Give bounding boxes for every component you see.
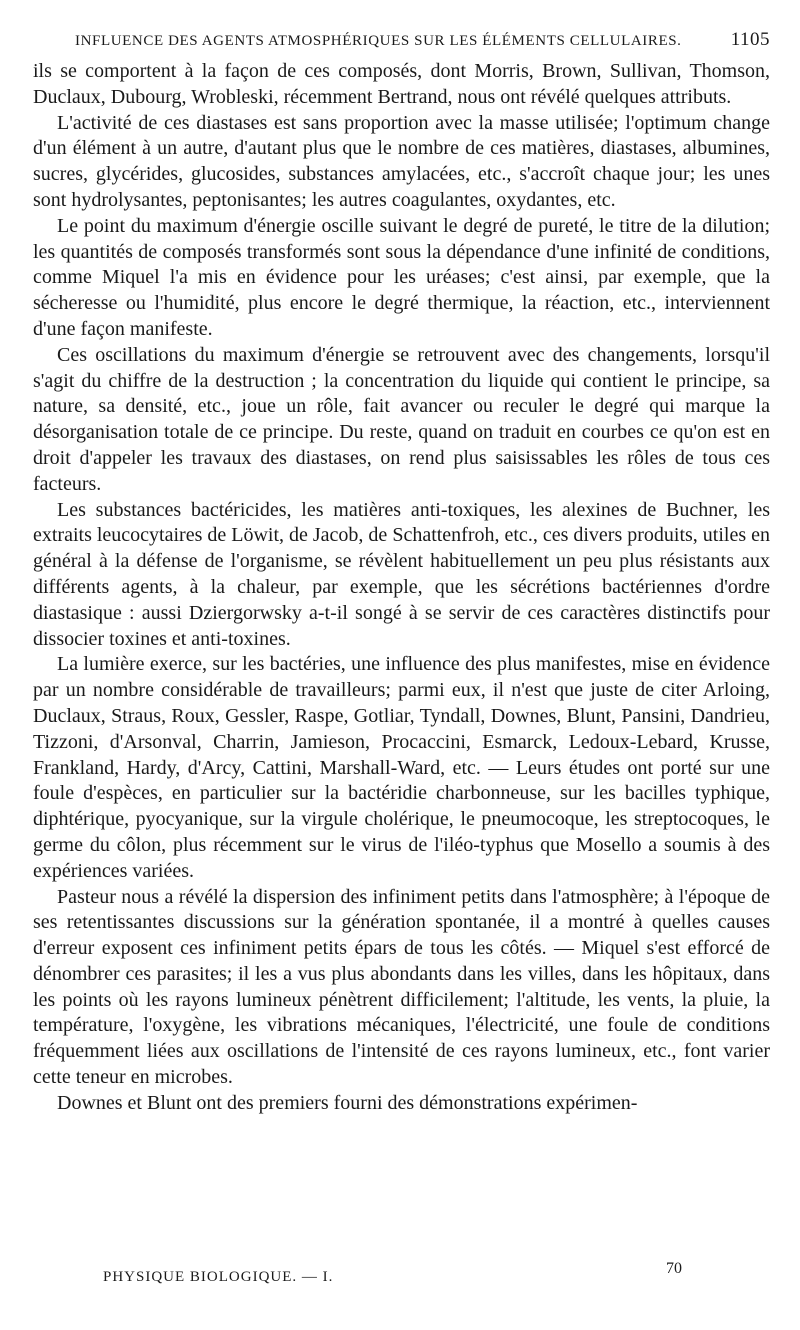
page-number: 1105 — [730, 29, 770, 50]
paragraph-oscillations: Ces oscillations du maximum d'énergie se retrouvent avec des changements, lorsqu'il s'agit du chiffre de la destruction ; la concentration du liquide qui contient le principe, sa nature, sa densité, etc., joue un rôle, fait avancer ou reculer le degré qui marque la désorganisation totale de ce principe. Du reste, quand on traduit en courbes ce qu'on est en droit d'appeler les travaux des diastases, on rend plus saisissables les rôles de tous ces facteurs. — [33, 343, 770, 495]
footer-book-title: PHYSIQUE BIOLOGIQUE. — I. — [103, 1269, 334, 1285]
footer-signature-mark: 70 — [666, 1260, 682, 1277]
paragraph-light-on-bacteria: La lumière exerce, sur les bactéries, une influence des plus manifestes, mise en évidence par un nombre considérable de travailleurs; parmi eux, il n'est que juste de citer Arloing, Duclaux, Straus, Roux, Gessler, Raspe, Gotliar, Tyndall, Downes, Blunt, Pansini, Dandrieu, Tizzoni, d'Arsonval, Charrin, Jamieson, Procaccini, Esmarck, Ledoux-Lebard, Krusse, Frankland, Hardy, d'Arcy, Cattini, Marshall-Ward, etc. — Leurs études ont porté sur une foule d'espèces, en particulier sur la bactéridie charbonneuse, sur les bacilles typhique, diphtérique, pyocyanique, sur la virgule cholérique, le pneumocoque, les streptocoques, le germe du côlon, plus récemment sur le virus de l'iléo-typhus que Mosello a soumis à des expériences variées. — [33, 653, 770, 882]
page-footer — [103, 1260, 682, 1286]
paragraph-continuation: ils se comportent à la façon de ces composés, dont Morris, Brown, Sullivan, Thomson, Duclaux, Dubourg, Wrobleski, récemment Bertrand, nous ont révélé quelques attributs. — [33, 60, 770, 108]
paragraph-energy-maximum: Le point du maximum d'énergie oscille suivant le degré de pureté, le titre de la dilution; les quantités de composés transformés sont sous la dépendance d'une infinité de conditions, comme Miquel l'a mis en évidence pour les uréases; c'est ainsi, par exemple, que la sécheresse ou l'humidité, plus encore le degré thermique, la réaction, etc., interviennent d'une façon manifeste. — [33, 214, 770, 340]
paragraph-diastases-activity: L'activité de ces diastases est sans proportion avec la masse utilisée; l'optimum change d'un élément à un autre, d'autant plus que le nombre de ces matières, diastases, albumines, sucres, glycérides, glucosides, substances amylacées, etc., s'accroît chaque jour; les unes sont hydrolysantes, peptonisantes; les autres coagulantes, oxydantes, etc. — [33, 111, 770, 211]
running-header — [75, 26, 770, 55]
paragraph-pasteur-miquel: Pasteur nous a révélé la dispersion des infiniment petits dans l'atmosphère; à l'époque de ses retentissantes discussions sur la génération spontanée, il a montré à quelles causes d'erreur exposent ces infiniment petits épars de tous les côtés. — Miquel s'est efforcé de dénombrer ces parasites; il les a vus plus abondants dans les villes, dans les hôpitaux, dans les points où les rayons lumineux pénètrent difficilement; l'altitude, les vents, la pluie, la température, l'oxygène, les vibrations mécaniques, l'électricité, une foule de conditions fréquemment liées aux oscillations de l'intensité de ces rayons lumineux, etc., font varier cette teneur en microbes. — [33, 885, 770, 1089]
running-title: INFLUENCE DES AGENTS ATMOSPHÉRIQUES SUR LES ÉLÉMENTS CELLULAIRES. — [75, 33, 682, 49]
paragraph-downes-blunt: Downes et Blunt ont des premiers fourni des démonstrations expérimen- — [57, 1091, 638, 1114]
paragraph-bactericidal-substances: Les substances bactéricides, les matières anti-toxiques, les alexines de Buchner, les extraits leucocytaires de Löwit, de Jacob, de Schattenfroh, etc., ces divers produits, utiles en général à la défense de l'organisme, se révèlent habituellement un peu plus résistants aux différents agents, à la chaleur, par exemple, que les sécrétions bactériennes d'ordre diastasique : aussi Dziergorwsky a-t-il songé à se servir de ces caractères distinctifs pour dissocier toxines et anti-toxines. — [33, 498, 770, 650]
body-text — [33, 59, 770, 1117]
